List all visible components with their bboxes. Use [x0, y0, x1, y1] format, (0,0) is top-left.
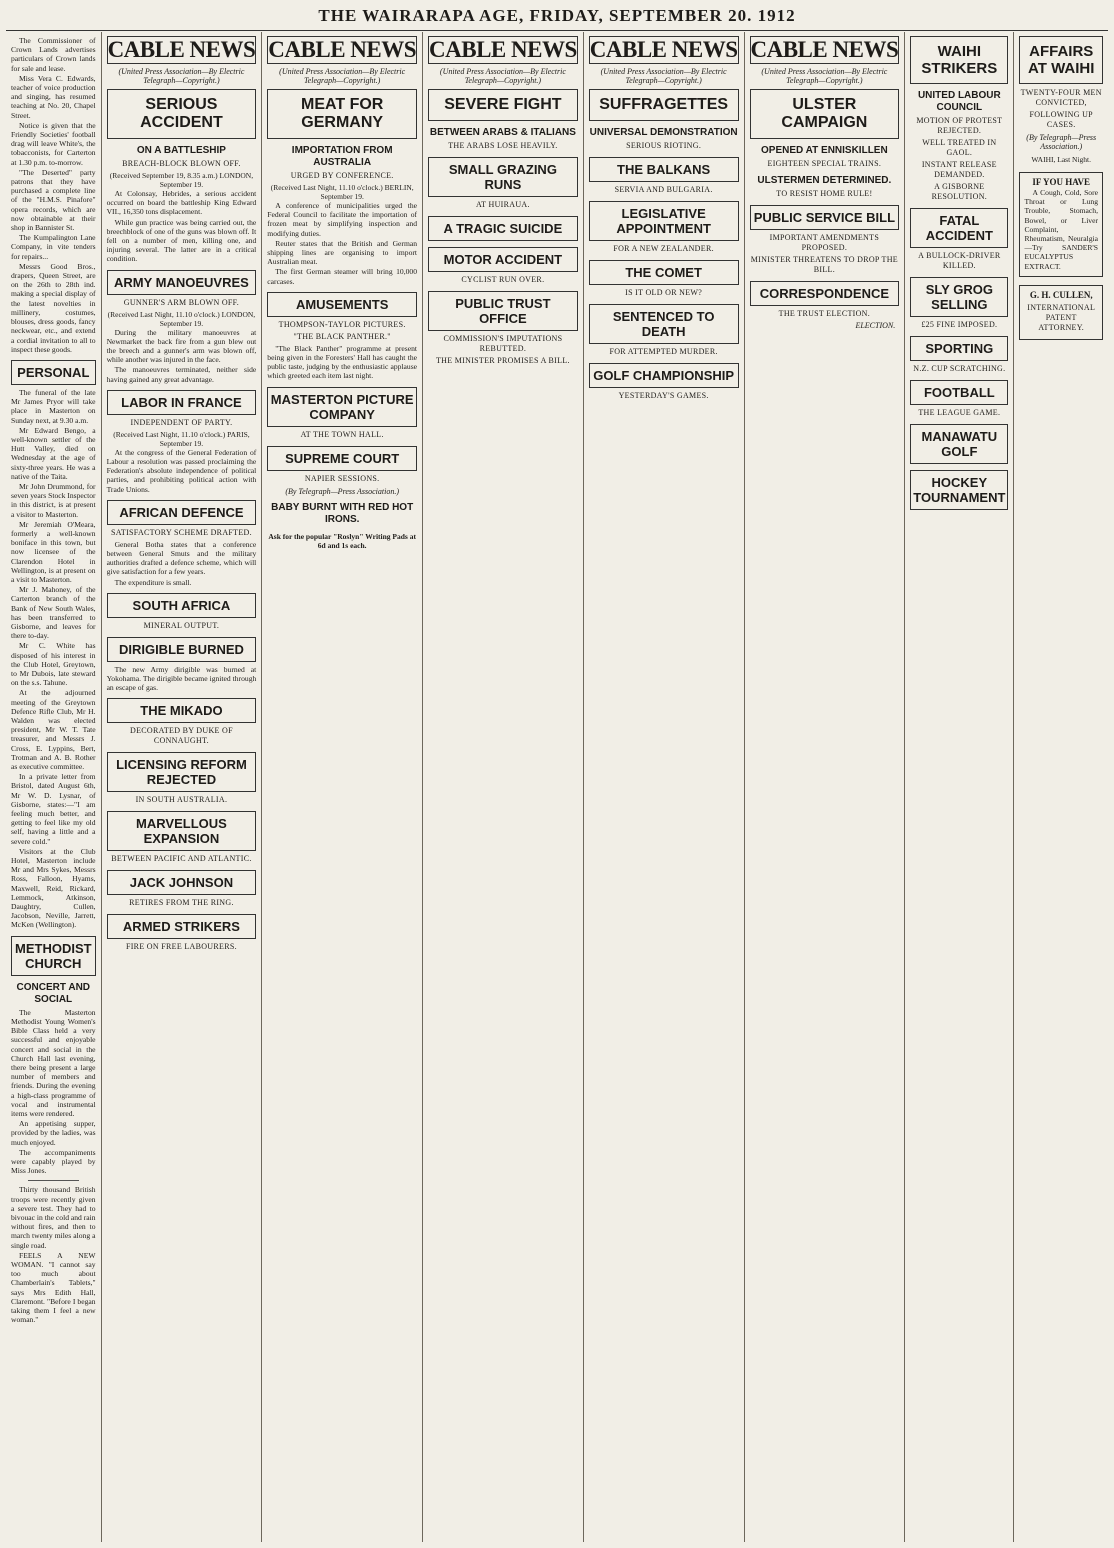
grazing-heading: SMALL GRAZING RUNS	[428, 157, 578, 197]
column-5	[583, 32, 744, 1542]
article-paragraph: Miss Vera C. Edwards, teacher of voice production and singing, has resumed teaching at No. 20, Chapel Street.	[11, 73, 96, 120]
col3-footer: Ask for the popular "Roslyn" Writing Pads at 6d and 1s each.	[268, 531, 416, 550]
ulster-subheading: OPENED AT ENNISKILLEN	[761, 145, 888, 156]
trust-heading: PUBLIC TRUST OFFICE	[428, 291, 578, 331]
article-paragraph: An appetising supper, provided by the ladies, was much enjoyed.	[11, 1119, 96, 1147]
motor-heading: MOTOR ACCIDENT	[428, 247, 578, 272]
advert-title: G. H. CULLEN,	[1029, 289, 1093, 300]
suffragettes-heading: SUFFRAGETTES	[589, 89, 739, 121]
suffragettes-subheading: UNIVERSAL DEMONSTRATION	[589, 127, 738, 138]
article-paragraph: Notice is given that the Friendly Societies' football drag will leave White's, the tobacconists, for Carterton at 1.30 p.m. to-morrow.	[11, 120, 96, 167]
affairs-minor: TWENTY-FOUR MEN CONVICTED,	[1020, 88, 1102, 107]
battleship-subheading: ON A BATTLESHIP	[136, 145, 226, 156]
marvellous-heading: MARVELLOUS EXPANSION	[107, 811, 257, 851]
article-paragraph: The expenditure is small.	[114, 577, 192, 587]
release-minor: INSTANT RELEASE DEMANDED.	[921, 160, 997, 179]
correspondence-signature: ELECTION.	[855, 321, 896, 330]
article-paragraph: The accompaniments were capably played by Miss Jones.	[11, 1147, 96, 1176]
column-1	[6, 32, 101, 1542]
african-heading: AFRICAN DEFENCE	[107, 500, 257, 525]
cable-news-heading: CABLE NEWS	[429, 37, 577, 62]
article-paragraph: Thirty thousand British troops were recently given a severe test. They had to bivouac in the cold and rain without fires, and then to march twenty miles along a single road.	[11, 1185, 96, 1250]
article-paragraph: The manoeuvres terminated, neither side having gained any great advantage.	[106, 365, 257, 384]
press-note: (United Press Association—By Electric Telegraph—Copyright.)	[279, 67, 406, 85]
methodist-subheading: CONCERT AND SOCIAL	[16, 981, 91, 1005]
ulstermen-minor: TO RESIST HOME RULE!	[776, 189, 873, 198]
article-paragraph: At the congress of the General Federation of Labour a resolution was passed proclaiming the Federation's absolute independence of political parties, and prohibiting political action with Trade Unions.	[106, 447, 257, 494]
golf-heading: GOLF CHAMPIONSHIP	[589, 363, 739, 388]
masterton-pictures-minor: AT THE TOWN HALL.	[300, 429, 384, 439]
trust-minor: COMMISSION'S IMPUTATIONS REBUTTED.	[443, 334, 563, 353]
column-8	[1013, 32, 1108, 1542]
public-service-bill-minor: IMPORTANT AMENDMENTS PROPOSED.	[769, 233, 880, 252]
jail-minor: WELL TREATED IN GAOL.	[922, 138, 997, 157]
football-heading: FOOTBALL	[910, 380, 1008, 405]
meat-dateline: (Received Last Night, 11.10 o'clock.) BERLIN, September 19.	[270, 183, 414, 201]
article-paragraph: The funeral of the late Mr James Pryor will take place in Masterton on Sunday next, at 9.30 a.m.	[11, 387, 96, 425]
death-minor: FOR ATTEMPTED MURDER.	[609, 347, 718, 356]
press-note: (United Press Association—By Electric Telegraph—Copyright.)	[761, 67, 888, 85]
amusements-minor: THOMPSON-TAYLOR PICTURES.	[278, 319, 406, 329]
legislative-minor: FOR A NEW ZEALANDER.	[613, 244, 714, 253]
supreme-court-minor: NAPIER SESSIONS.	[304, 473, 380, 483]
press-note: (United Press Association—By Electric Telegraph—Copyright.)	[439, 67, 566, 85]
meat-heading: MEAT FOR GERMANY	[267, 89, 417, 139]
labor-dateline: (Received Last Night, 11.10 o'clock.) PARIS, September 19.	[113, 429, 250, 448]
article-paragraph: Mr John Drummond, for seven years Stock Inspector in this district, is at present a visitor to Masterton.	[11, 481, 96, 519]
sporting-minor: N.Z. CUP SCRATCHING.	[913, 364, 1006, 373]
column-3	[261, 32, 422, 1542]
comet-heading: THE COMET	[589, 260, 739, 285]
cable-news-heading: CABLE NEWS	[268, 37, 417, 62]
article-paragraph: Mr Edward Bengo, a well-known settler of the Hutt Valley, died on Wednesday at the age of sixty-three years. He was a native of the Taita.	[11, 425, 96, 481]
article-paragraph: Messrs Good Bros., drapers, Queen Street, are on the 26th to 28th ind. making a special display of the latest novelties in millinery, costumes, blouses, dress goods, fancy neckwear, etc., and extend a cordial invitation to all to inspect these goods.	[11, 261, 96, 354]
press-note: (United Press Association—By Electric Telegraph—Copyright.)	[600, 67, 727, 85]
fight-heading: SEVERE FIGHT	[428, 89, 578, 121]
divider	[28, 1180, 79, 1181]
newspaper-page	[6, 32, 1108, 1542]
column-6	[744, 32, 905, 1542]
article-paragraph: Mr Jeremiah O'Meara, formerly a well-known boniface in this town, but now licensee of the Clarendon Hotel in Wellington, is at present on a visit to Masterton.	[11, 519, 96, 584]
hockey-heading: HOCKEY TOURNAMENT	[910, 470, 1008, 510]
amusements-minor-2: "THE BLACK PANTHER."	[293, 331, 391, 341]
battleship-dateline: (Received September 19, 8.35 a.m.) LONDON, September 19.	[109, 171, 254, 189]
balkans-heading: THE BALKANS	[589, 157, 739, 182]
cullen-advert	[1019, 285, 1103, 340]
masterton-pictures-heading: MASTERTON PICTURE COMPANY	[267, 387, 417, 427]
article-paragraph: At Colonsay, Hebrides, a serious accident occurred on board the battleship King Edward VII., 16,350 tons displacement.	[106, 189, 257, 217]
supreme-court-press: (By Telegraph—Press Association.)	[285, 486, 400, 496]
council-heading: UNITED LABOUR COUNCIL	[917, 90, 1001, 113]
legislative-heading: LEGISLATIVE APPOINTMENT	[589, 201, 739, 241]
article-paragraph: The Kumpalington Lane Company, in vite tenders for repairs...	[11, 233, 96, 261]
amusements-heading: AMUSEMENTS	[267, 292, 417, 317]
correspondence-heading: CORRESPONDENCE	[750, 281, 900, 306]
mikado-heading: THE MIKADO	[107, 698, 257, 723]
labor-minor: INDEPENDENT OF PARTY.	[130, 417, 233, 427]
death-heading: SENTENCED TO DEATH	[589, 304, 739, 344]
baby-heading: BABY BURNT WITH RED HOT IRONS.	[271, 501, 414, 525]
column-2	[101, 32, 262, 1542]
golf-minor: YESTERDAY'S GAMES.	[618, 391, 709, 400]
ulster-minor: EIGHTEEN SPECIAL TRAINS.	[767, 159, 882, 168]
methodist-heading: METHODIST CHURCH	[11, 936, 96, 976]
article-paragraph: "The Deserted" party patrons that they have purchased a complete line of the "H.M.S. Pinafore" opera records, which are now obtainable at their shop in Bannister St.	[11, 167, 96, 233]
personal-heading: PERSONAL	[11, 360, 96, 385]
advert-title: IF YOU HAVE	[1032, 177, 1091, 187]
motor-minor: CYCLIST RUN OVER.	[461, 275, 545, 284]
article-paragraph: The Commissioner of Crown Lands advertises particulars of Crown lands for sale and lease.	[11, 36, 96, 73]
article-paragraph: A conference of municipalities urged the Federal Council to facilitate the importation of frozen meat by simplifying inspection and modifying duties.	[267, 201, 418, 238]
cable-news-heading: CABLE NEWS	[107, 37, 256, 62]
johnson-heading: JACK JOHNSON	[107, 870, 257, 895]
affairs-minor-2: FOLLOWING UP CASES.	[1029, 110, 1093, 129]
affairs-heading: AFFAIRS AT WAIHI	[1019, 36, 1103, 84]
article-paragraph: General Botha states that a conference between General Smuts and the military authorities drafted a defence scheme, which will give satisfaction for a few years.	[106, 539, 257, 577]
public-service-bill-heading: PUBLIC SERVICE BILL	[750, 205, 900, 230]
article-paragraph: The Masterton Methodist Young Women's Bible Class held a very successful and enjoyable concert and social in the Church Hall last evening, there being present a large number of members and friends. During the evening a high-class programme of vocal and instrumental items were rendered.	[11, 1007, 96, 1118]
strikers-heading: ARMED STRIKERS	[107, 914, 257, 939]
meat-subheading: IMPORTATION FROM AUSTRALIA	[291, 145, 393, 168]
correspondence-minor: THE TRUST ELECTION.	[778, 309, 871, 318]
labor-heading: LABOR IN FRANCE	[107, 390, 257, 415]
affairs-dateline: WAIHI, Last Night.	[1031, 155, 1091, 164]
fight-minor: THE ARABS LOSE HEAVILY.	[448, 141, 558, 150]
balkans-minor: SERVIA AND BULGARIA.	[614, 185, 713, 194]
waihi-strikers-heading: WAIHI STRIKERS	[910, 36, 1008, 84]
advert-subtitle: INTERNATIONAL PATENT ATTORNEY.	[1027, 302, 1096, 332]
south-africa-heading: SOUTH AFRICA	[107, 593, 257, 618]
ulstermen-heading: ULSTERMEN DETERMINED.	[757, 175, 892, 186]
public-service-bill-minor-2: MINISTER THREATENS TO DROP THE BILL.	[750, 255, 898, 274]
masthead-rule	[6, 30, 1108, 31]
trust-minor-2: THE MINISTER PROMISES A BILL.	[435, 356, 570, 365]
suicide-heading: A TRAGIC SUICIDE	[428, 216, 578, 241]
article-paragraph: Visitors at the Club Hotel, Masterton include Mr and Mrs Sykes, Messrs Ross, Falloon, Hyams, Maxwell, Reid, Rickard, Lemmock, Atkinson, Daughtry, Cullen, Jacobson, Neville, Jarrett, McKen (Wellington).	[11, 846, 96, 930]
press-note: (United Press Association—By Electric Telegraph—Copyright.)	[118, 67, 245, 85]
johnson-minor: RETIRES FROM THE RING.	[129, 898, 234, 908]
gisborne-minor: A GISBORNE RESOLUTION.	[931, 182, 988, 201]
article-paragraph: The first German steamer will bring 10,000 carcases.	[267, 267, 418, 286]
ulster-heading: ULSTER CAMPAIGN	[750, 89, 900, 139]
south-africa-minor: MINERAL OUTPUT.	[143, 620, 220, 630]
grog-minor: £25 FINE IMPOSED.	[921, 320, 998, 329]
battleship-minor: BREACH-BLOCK BLOWN OFF.	[122, 159, 241, 168]
grazing-minor: AT HUIRAUA.	[475, 200, 530, 209]
supreme-court-heading: SUPREME COURT	[267, 446, 417, 471]
article-paragraph: FEELS A NEW WOMAN. "I cannot say too much about Chamberlain's Tablets," says Mrs Edith Hall, Claremont. "Before I began taking them I feel a new woman."	[11, 1250, 96, 1325]
licensing-heading: LICENSING REFORM REJECTED	[107, 752, 257, 792]
football-minor: THE LEAGUE GAME.	[918, 408, 1001, 417]
article-paragraph: The new Army dirigible was burned at Yokohama. The dirigible became ignited through an escape of gas.	[106, 664, 257, 693]
grog-heading: SLY GROG SELLING	[910, 277, 1008, 317]
advert-body: A Cough, Cold, Sore Throat or Lung Trouble, Stomach, Bowel, or Liver Complaint, Rheumatism, Neuralgia—Try SANDER'S EUCALYPTUS EXTRACT.	[1024, 188, 1098, 271]
sporting-heading: SPORTING	[910, 336, 1008, 361]
dirigible-heading: DIRIGIBLE BURNED	[107, 637, 257, 662]
article-paragraph: Reuter states that the British and German shipping lines are organising to import Australian meat.	[267, 238, 418, 267]
strikers-minor: FIRE ON FREE LABOURERS.	[125, 942, 237, 952]
column-7	[904, 32, 1013, 1542]
fight-subheading: BETWEEN ARABS & ITALIANS	[429, 127, 576, 138]
article-paragraph: Mr J. Mahoney, of the Carterton branch of the Bank of New South Wales, has been transferred to Gisborne, and leaves for there to-day.	[11, 585, 96, 641]
masthead: THE WAIRARAPA AGE, FRIDAY, SEPTEMBER 20. 1912	[318, 6, 796, 25]
army-dateline: (Received Last Night, 11.10 o'clock.) LONDON, September 19.	[107, 309, 256, 328]
comet-minor: IS IT OLD OR NEW?	[625, 288, 703, 297]
article-paragraph: During the military manoeuvres at Newmarket the back fire from a gun blew out the breech and a gunner's arm was blown off, while another was injured in the face.	[106, 327, 257, 365]
african-minor: SATISFACTORY SCHEME DRAFTED.	[110, 527, 252, 537]
fatal-heading: FATAL ACCIDENT	[910, 208, 1008, 248]
article-paragraph: Mr C. White has disposed of his interest in the Club Hotel, Greytown, to Mr Dubois, late steward on the s.s. Tahune.	[11, 641, 96, 688]
meat-minor: URGED BY CONFERENCE.	[290, 171, 394, 180]
affairs-press: (By Telegraph—Press Association.)	[1026, 133, 1097, 151]
council-minor: MOTION OF PROTEST REJECTED.	[916, 116, 1003, 135]
licensing-minor: IN SOUTH AUSTRALIA.	[135, 795, 228, 805]
article-paragraph: While gun practice was being carried out, the breechblock of one of the guns was blown off. It fell on a number of men, killing one, and injuring several. The latter are in a critical condition.	[106, 217, 257, 264]
army-heading: ARMY MANOEUVRES	[107, 270, 257, 295]
army-minor: GUNNER'S ARM BLOWN OFF.	[123, 297, 240, 307]
article-paragraph: In a private letter from Bristol, dated August 6th, Mr W. D. Lysnar, of Gisborne, states:—"I am feeling much better, and getting to feel like my old self, having a little and a severe cold."	[11, 772, 96, 846]
serious-accident-heading: SERIOUS ACCIDENT	[107, 89, 257, 139]
eucalyptus-advert	[1019, 172, 1103, 277]
fatal-minor: A BULLOCK-DRIVER KILLED.	[918, 251, 1001, 270]
suffragettes-minor: SERIOUS RIOTING.	[626, 141, 702, 150]
article-paragraph: At the adjourned meeting of the Greytown Defence Rifle Club, Mr H. Walden was elected president, Mr W. T. Tate treasurer, and Messrs J. Cross, E. Lyppins, Bert, Trotman and A. B. Rother as executive committee.	[11, 688, 96, 772]
cable-news-heading: CABLE NEWS	[750, 37, 899, 62]
cable-news-heading: CABLE NEWS	[589, 37, 738, 62]
marvellous-minor: BETWEEN PACIFIC AND ATLANTIC.	[111, 854, 252, 864]
manawatu-heading: MANAWATU GOLF	[910, 424, 1008, 464]
column-4	[422, 32, 583, 1542]
mikado-minor: DECORATED BY DUKE OF CONNAUGHT.	[130, 726, 233, 746]
article-paragraph: "The Black Panther" programme at present being given in the Foresters' Hall has caught the public taste, judging by the enthusiastic applause which greeted each item last night.	[267, 343, 418, 381]
